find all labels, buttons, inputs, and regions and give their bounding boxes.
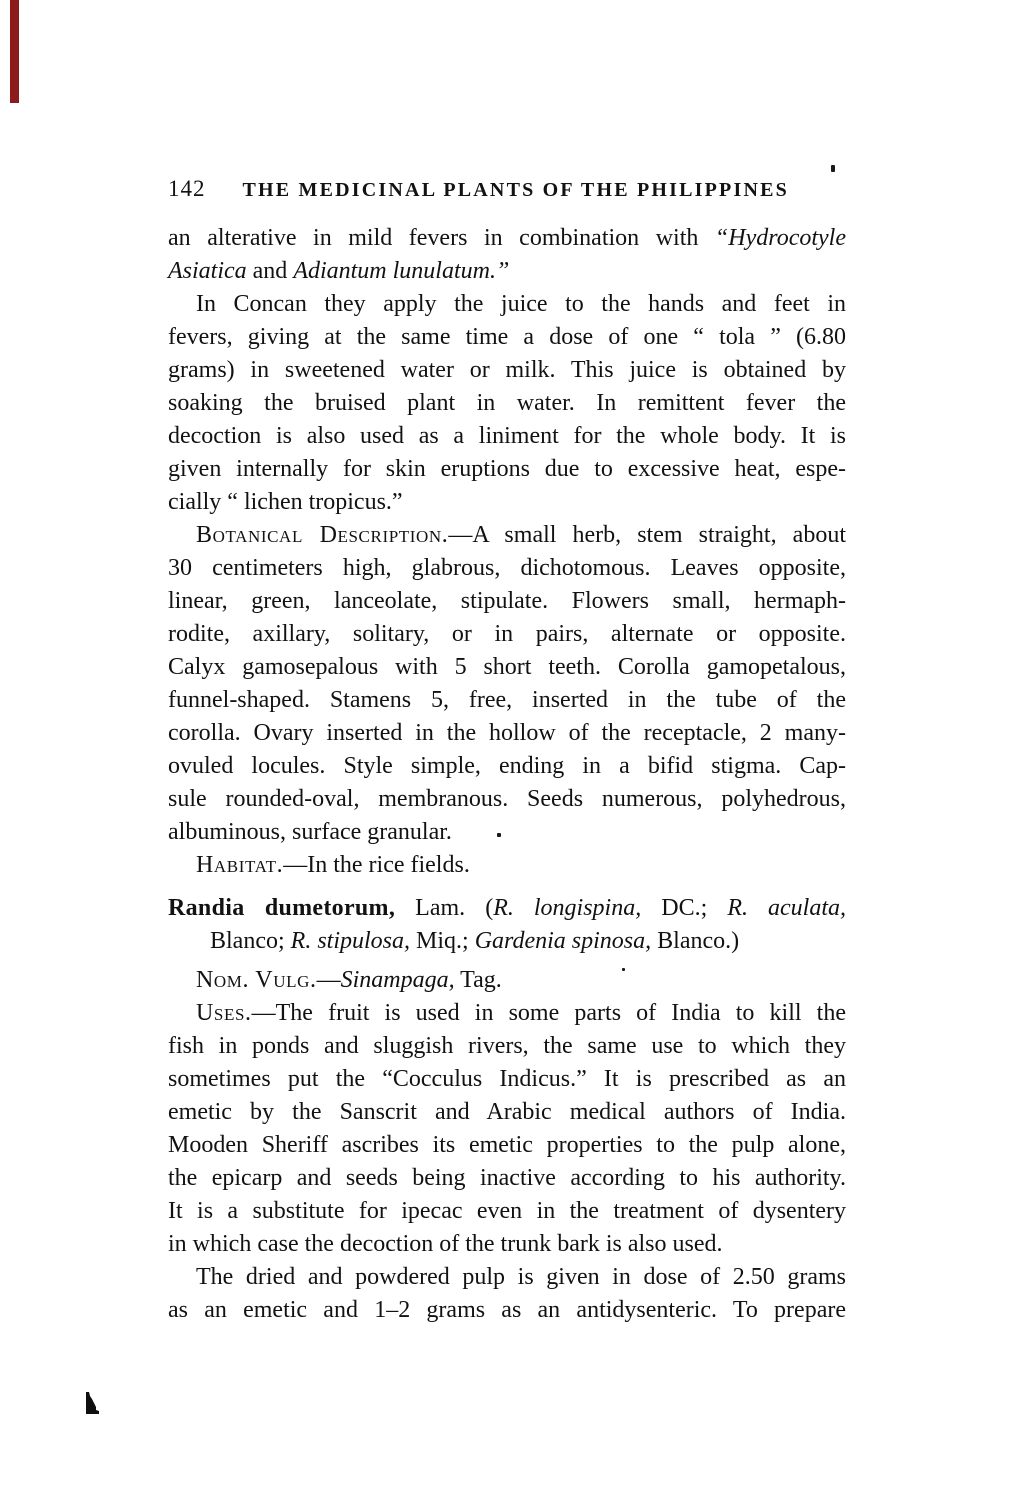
text-line — [168, 222, 846, 255]
text-segment: sometimes put the “Cocculus Indicus.” It is prescribed as an — [168, 1066, 846, 1092]
text-segment: cially “ lichen tropicus.” — [168, 489, 403, 515]
text-segment: emetic by the Sanscrit and Arabic medical authors of India. — [168, 1099, 846, 1125]
para-nom-vulg — [168, 964, 846, 997]
text-segment: the epicarp and seeds being inactive according to his authority. — [168, 1165, 846, 1191]
text-segment: rodite, axillary, solitary, or in pairs, alternate or opposite. — [168, 621, 846, 647]
text-line — [168, 783, 846, 816]
text-segment: It is a substitute for ipecac even in the treatment of dysentery — [168, 1198, 846, 1224]
text-segment: R. aculata, — [727, 895, 846, 921]
text-segment: and — [246, 258, 294, 284]
text-segment: Calyx gamosepalous with 5 short teeth. Corolla gamopetalous, — [168, 654, 846, 680]
text-line — [168, 618, 846, 651]
text-segment: The dried and powdered pulp is given in dose of 2.50 grams — [196, 1264, 846, 1290]
page-text — [168, 222, 846, 1327]
text-segment: linear, green, lanceolate, stipulate. Flowers small, hermaph- — [168, 588, 846, 614]
ink-speck — [831, 165, 835, 172]
ink-blot-shape — [86, 1392, 100, 1415]
red-edge-artifact — [10, 0, 19, 103]
text-segment: DC.; — [641, 895, 728, 921]
text-segment: —The fruit is used in some parts of India to kill the — [251, 1000, 846, 1026]
para-dried-pulp — [168, 1261, 846, 1327]
para-botanical-description — [168, 519, 846, 849]
text-line — [168, 321, 846, 354]
text-line — [168, 849, 846, 882]
text-segment: R. longispina, — [493, 895, 642, 921]
text-line — [168, 288, 846, 321]
text-line — [168, 651, 846, 684]
text-segment: ovuled locules. Style simple, ending in a bifid stigma. Cap- — [168, 753, 846, 779]
text-line — [168, 1195, 846, 1228]
section-lead: Nom. Vulg. — [196, 967, 317, 993]
text-segment: Blanco.) — [651, 928, 740, 954]
page-number: 142 — [168, 176, 206, 201]
text-segment: In Concan they apply the juice to the hands and feet in — [196, 291, 846, 317]
species-heading — [168, 892, 846, 958]
text-segment: corolla. Ovary inserted in the hollow of the receptacle, 2 many- — [168, 720, 846, 746]
text-segment: Blanco; — [210, 928, 291, 954]
text-segment: Miq.; — [410, 928, 475, 954]
text-line — [168, 387, 846, 420]
section-lead: Habitat. — [196, 852, 284, 878]
para-concan — [168, 288, 846, 519]
text-segment: fevers, giving at the same time a dose of one “ tola ” (6.80 — [168, 324, 846, 350]
para-alterative — [168, 222, 846, 288]
section-lead: Botanical Description. — [196, 522, 449, 548]
text-segment: Gardenia spinosa, — [474, 928, 652, 954]
ink-blot-artifact — [86, 1392, 100, 1415]
text-line — [168, 717, 846, 750]
text-segment: 30 centimeters high, glabrous, dichotomous. Leaves opposite, — [168, 555, 846, 581]
text-segment: as an emetic and 1–2 grams as an antidysenteric. To prepare — [168, 1297, 846, 1323]
text-segment: given internally for skin eruptions due to excessive heat, espe- — [168, 456, 846, 482]
text-line — [168, 1096, 846, 1129]
text-line — [168, 255, 846, 288]
text-segment: —A small herb, stem straight, about — [448, 522, 846, 548]
text-segment: — — [316, 967, 341, 993]
text-segment: Sinampaga, — [340, 967, 455, 993]
text-segment: fish in ponds and sluggish rivers, the same use to which they — [168, 1033, 846, 1059]
para-uses — [168, 997, 846, 1261]
text-line — [168, 1063, 846, 1096]
text-segment: Lam. ( — [395, 895, 494, 921]
text-segment: an alterative in mild fevers in combination with — [168, 225, 715, 251]
running-title: THE MEDICINAL PLANTS OF THE PHILIPPINES — [242, 179, 789, 201]
text-line — [168, 552, 846, 585]
text-line — [168, 354, 846, 387]
text-segment: decoction is also used as a liniment for the whole body. It is — [168, 423, 846, 449]
text-segment: R. stipulosa, — [290, 928, 410, 954]
text-segment: Randia dumetorum, — [168, 895, 396, 921]
text-line — [168, 1228, 846, 1261]
text-line — [168, 964, 846, 997]
text-line — [168, 1294, 846, 1327]
section-lead: Uses. — [196, 1000, 252, 1026]
text-segment: “Hydrocotyle — [714, 225, 846, 251]
text-segment: Asiatica — [168, 258, 247, 284]
text-line — [168, 585, 846, 618]
text-line — [168, 750, 846, 783]
text-segment: Adiantum lunulatum.” — [293, 258, 510, 284]
text-segment: funnel-shaped. Stamens 5, free, inserted in the tube of the — [168, 687, 846, 713]
text-line — [168, 997, 846, 1030]
text-line — [168, 1261, 846, 1294]
text-line — [168, 1162, 846, 1195]
text-line — [168, 1129, 846, 1162]
text-line — [168, 925, 846, 958]
text-line — [168, 816, 846, 849]
page-header — [168, 176, 846, 202]
para-habitat — [168, 849, 846, 882]
text-segment: Tag. — [454, 967, 502, 993]
text-segment: Mooden Sheriff ascribes its emetic properties to the pulp alone, — [168, 1132, 846, 1158]
text-segment: albuminous, surface granular. — [168, 819, 452, 845]
text-segment: sule rounded-oval, membranous. Seeds numerous, polyhedrous, — [168, 786, 846, 812]
text-segment: grams) in sweetened water or milk. This juice is obtained by — [168, 357, 846, 383]
text-line — [168, 892, 846, 925]
text-line — [168, 519, 846, 552]
text-line — [168, 684, 846, 717]
text-segment: —In the rice fields. — [283, 852, 470, 878]
text-segment: soaking the bruised plant in water. In remittent fever the — [168, 390, 846, 416]
text-segment: in which case the decoction of the trunk bark is also used. — [168, 1231, 723, 1257]
text-line — [168, 453, 846, 486]
text-line — [168, 1030, 846, 1063]
text-line — [168, 420, 846, 453]
text-line — [168, 486, 846, 519]
